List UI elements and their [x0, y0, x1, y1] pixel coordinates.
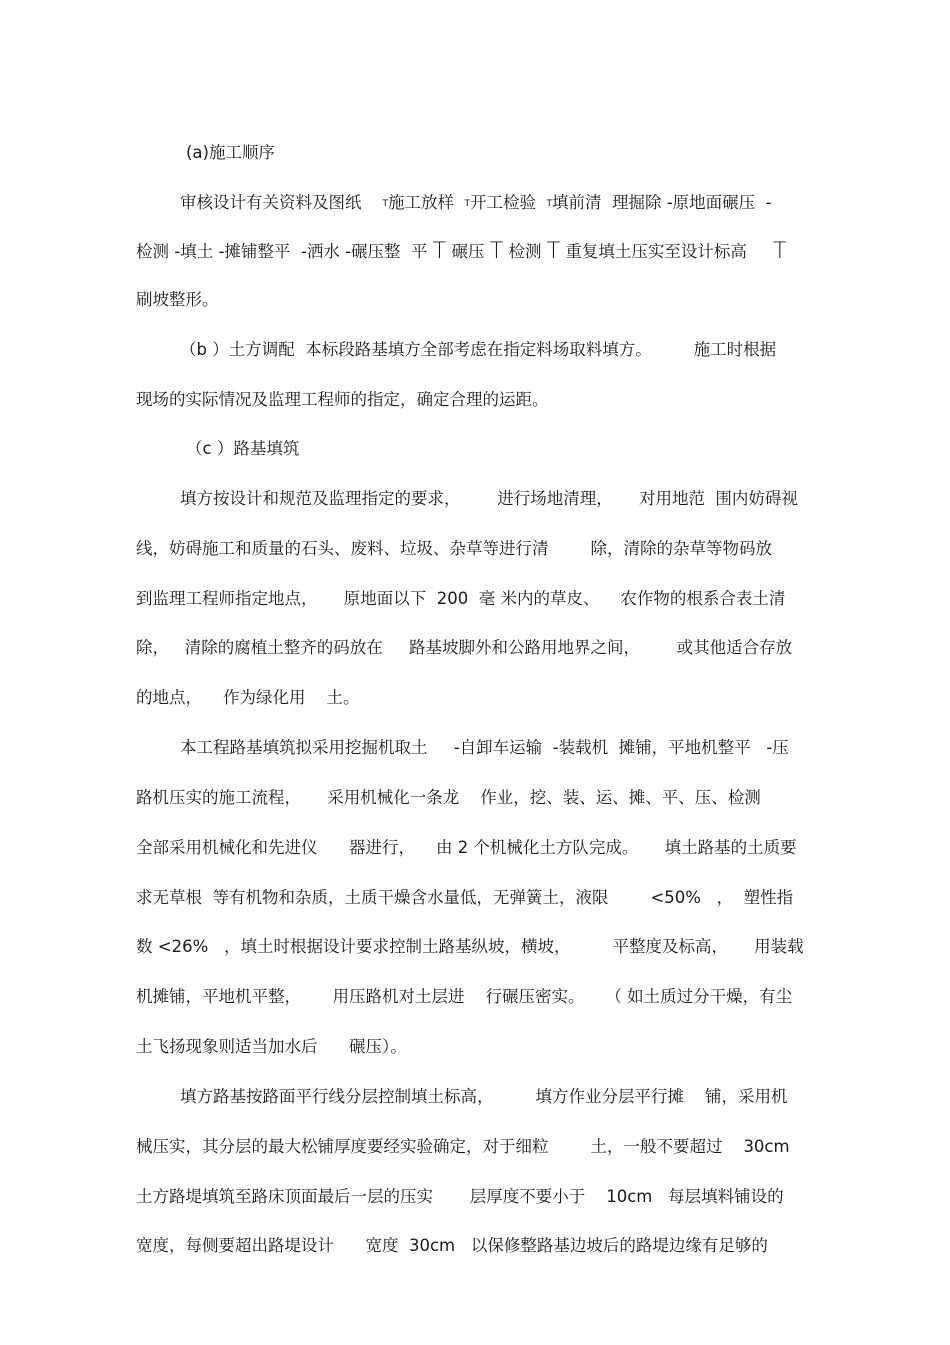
paragraph-line: 路机压实的施工流程， 采用机械化一条龙 作业，挖、装、运、摊、平、压、检测 [136, 788, 761, 807]
arrow-icon: T [382, 199, 388, 209]
step-text: 施工放样 [387, 193, 454, 212]
step-text: 审核设计有关资料及图纸 [180, 193, 362, 212]
paragraph-line: 求无草根 等有机物和杂质，土质干燥含水量低，无弹簧土，液限 <50% ， 塑性指 [136, 888, 794, 907]
section-b-line-2: 现场的实际情况及监理工程师的指定，确定合理的运距。 [136, 390, 549, 409]
paragraph-line: 填方路基按路面平行线分层控制填土标高， 填方作业分层平行摊 铺，采用机 [180, 1087, 788, 1106]
paragraph-line: 填方按设计和规范及监理指定的要求， 进行场地清理， 对用地范 围内妨碍视 [180, 489, 798, 508]
construction-sequence-line-1 [180, 193, 772, 216]
construction-sequence-line-3: 刷坡整形。 [136, 290, 219, 309]
step-text: 检测 [508, 242, 542, 261]
section-c-heading: （c ）路基填筑 [186, 439, 300, 458]
arrow-icon: T [546, 239, 561, 264]
step-text: 开工检验 [469, 193, 536, 212]
arrow-icon: T [464, 199, 470, 209]
section-a-heading: (a)施工顺序 [186, 143, 275, 162]
paragraph-line: 数 <26% ，填土时根据设计要求控制土路基纵坡，横坡， 平整度及标高， 用装载 [136, 937, 804, 956]
arrow-icon: T [489, 239, 504, 264]
section-b-line-1: （b ）土方调配 本标段路基填方全部考虑在指定料场取料填方。 施工时根据 [180, 340, 777, 359]
step-text: 填前清 理掘除 -原地面碾压 - [551, 193, 772, 212]
paragraph-line: 土方路堤填筑至路床顶面最后一层的压实 层厚度不要小于 10cm 每层填料铺设的 [136, 1187, 784, 1206]
arrow-icon: T [773, 239, 787, 264]
paragraph-line: 机摊铺，平地机平整， 用压路机对土层进 行碾压密实。 （ 如土质过分干燥，有尘 [136, 987, 793, 1006]
arrow-icon: T [432, 239, 447, 264]
paragraph-line: 械压实，其分层的最大松铺厚度要经实验确定，对于细粒 土，一般不要超过 30cm [136, 1137, 790, 1156]
step-text: 碾压 [451, 242, 485, 261]
step-text: 检测 -填土 -摊铺整平 -洒水 -碾压整 平 [136, 242, 428, 261]
paragraph-line: 除， 清除的腐植土整齐的码放在 路基坡脚外和公路用地界之间， 或其他适合存放 [136, 638, 793, 657]
paragraph-line: 线，妨碍施工和质量的石头、废料、垃圾、杂草等进行清 除，清除的杂草等物码放 [136, 539, 772, 558]
paragraph-line: 全部采用机械化和先进仪 器进行， 由 2 个机械化土方队完成。 填土路基的土质要 [136, 838, 797, 857]
construction-sequence-line-2 [136, 241, 787, 262]
paragraph-line: 土飞扬现象则适当加水后 碾压）。 [136, 1037, 407, 1056]
arrow-icon: T [546, 199, 552, 209]
paragraph-line: 到监理工程师指定地点， 原地面以下 200 毫 米内的草皮、 农作物的根系合表土清 [136, 589, 786, 608]
paragraph-line: 本工程路基填筑拟采用挖掘机取土 -自卸车运输 -装载机 摊铺，平地机整平 -压 [180, 738, 789, 757]
paragraph-line: 宽度，每侧要超出路堤设计 宽度 30cm 以保修整路基边坡后的路堤边缘有足够的 [136, 1236, 768, 1255]
paragraph-line: 的地点， 作为绿化用 土。 [136, 688, 360, 707]
step-text: 重复填土压实至设计标高 [565, 242, 747, 261]
